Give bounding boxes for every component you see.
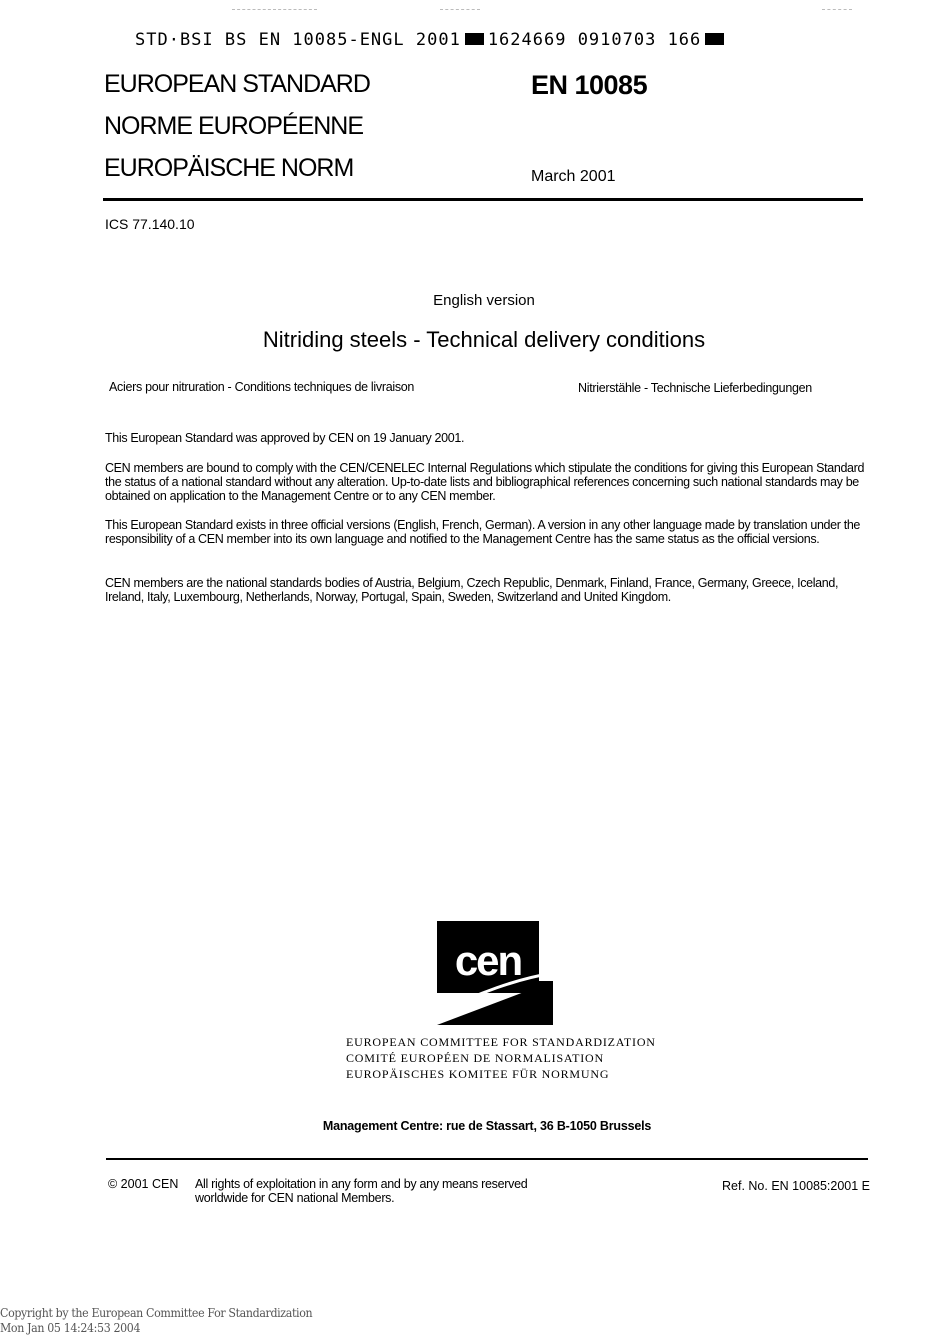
scan-artifact-line xyxy=(232,9,317,10)
versions-paragraph: This European Standard exists in three official versions (English, French, German). A version in any other language made by translation under the responsibility of a CEN member into its own language and notified to the Management Centre has the same status as the official versions. xyxy=(105,518,861,546)
black-block-mark xyxy=(705,33,724,45)
scan-artifact-line xyxy=(822,9,852,10)
french-title: Aciers pour nitruration - Conditions techniques de livraison xyxy=(109,380,415,394)
rights-statement xyxy=(195,1177,527,1205)
rights-line-1: All rights of exploitation in any form and by any means reserved xyxy=(195,1177,528,1191)
scan-artifact-line xyxy=(440,9,480,10)
document-id-part2: 1624669 0910703 166 xyxy=(487,30,702,50)
copyright-watermark: Copyright by the European Committee For Standardization xyxy=(0,1306,313,1320)
approval-paragraph: This European Standard was approved by CEN on 19 January 2001. xyxy=(105,431,465,445)
footer-divider xyxy=(106,1158,868,1160)
black-block-mark xyxy=(465,33,484,45)
document-id-part1: STD·BSI BS EN 10085-ENGL 2001 xyxy=(135,30,461,50)
compliance-paragraph: CEN members are bound to comply with the CEN/CENELEC Internal Regulations which stipulate the conditions for giving this European Standard the status of a national standard without any alteration. Up-to-date lists and bibliographical references concerning such national standards may be obtained on application to the Management Centre or to any CEN member. xyxy=(105,461,865,503)
ics-code: ICS 77.140.10 xyxy=(105,216,195,232)
german-title: Nitrierstähle - Technische Lieferbedingungen xyxy=(578,381,812,395)
main-title: Nitriding steels - Technical delivery conditions xyxy=(262,327,706,352)
header-divider xyxy=(103,198,863,201)
publication-date: March 2001 xyxy=(531,168,616,185)
cen-logo xyxy=(437,921,553,1025)
reference-number: Ref. No. EN 10085:2001 E xyxy=(722,1179,871,1193)
svg-text:cen: cen xyxy=(454,937,522,984)
timestamp-watermark: Mon Jan 05 14:24:53 2004 xyxy=(0,1321,141,1335)
document-id-header xyxy=(135,30,728,50)
committee-name-french: COMITÉ EUROPÉEN DE NORMALISATION xyxy=(346,1051,604,1065)
committee-name-english: EUROPEAN COMMITTEE FOR STANDARDIZATION xyxy=(346,1035,656,1049)
committee-name-german: EUROPÄISCHES KOMITEE FÜR NORMUNG xyxy=(346,1067,610,1081)
copyright-notice: © 2001 CEN xyxy=(108,1177,179,1191)
members-paragraph: CEN members are the national standards bodies of Austria, Belgium, Czech Republic, Denmark, Finland, France, Germany, Greece, Iceland, Ireland, Italy, Luxembourg, Netherlands, Norway, Portugal, Spain, Sweden, Switzerland and United Kingdom. xyxy=(105,576,839,604)
title-german: EUROPÄISCHE NORM xyxy=(104,154,354,182)
standard-number: EN 10085 xyxy=(531,70,648,100)
version-label: English version xyxy=(433,292,535,309)
rights-line-2: worldwide for CEN national Members. xyxy=(195,1191,395,1205)
management-centre-address: Management Centre: rue de Stassart, 36 B-1050 Brussels xyxy=(322,1119,652,1133)
title-french: NORME EUROPÉENNE xyxy=(104,112,364,140)
title-english: EUROPEAN STANDARD xyxy=(104,70,370,98)
